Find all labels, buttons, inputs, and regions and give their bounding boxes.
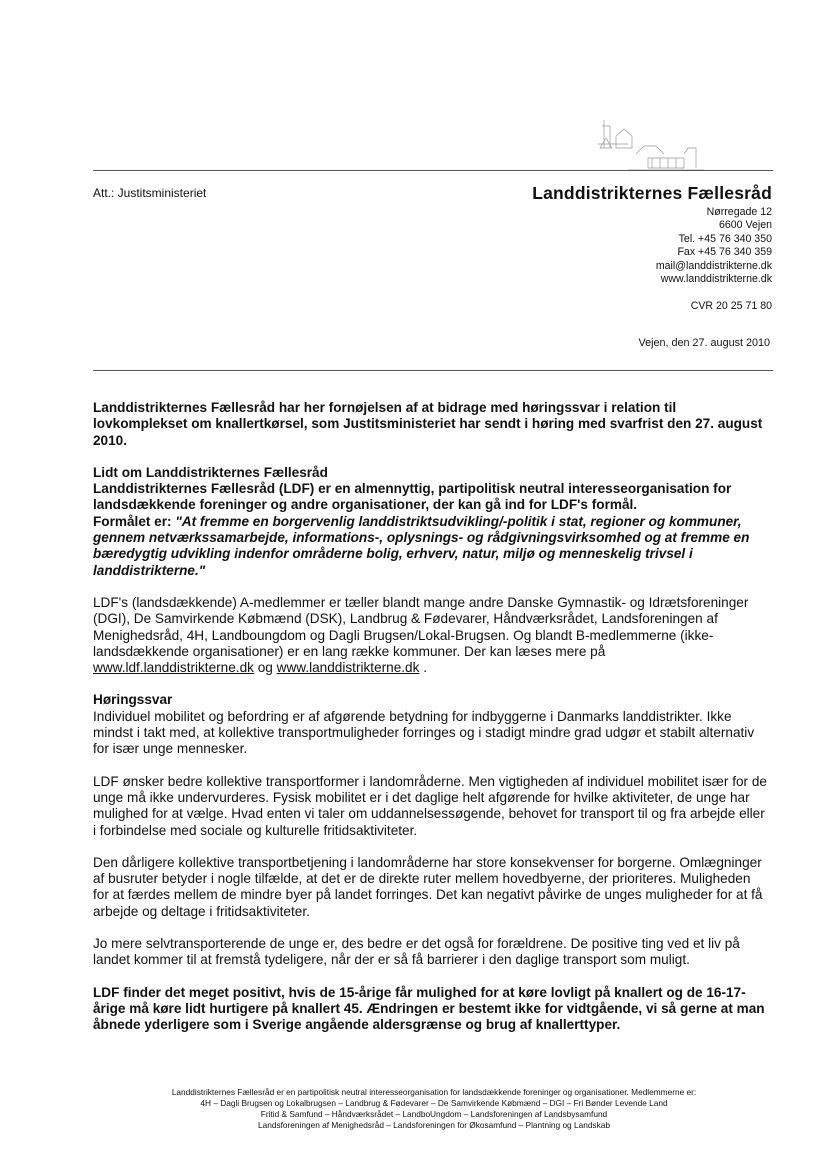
footer-line: Landdistrikternes Fællesråd er en partipolitisk neutral interesseorganisation for landsdækkende foreninger og organisationer. Medlemmerne er: <box>171 1087 697 1097</box>
letter-body <box>93 400 769 1050</box>
purpose-quote: "At fremme en borgervenlig landdistriktsudvikling/-politik i stat, regioner og kommuner, gennem netværkssamarbejde, informations-, oplysnings- og rådgivningsvirksomhed og at fremme en bæredygtig udvikling indenfor områderne bolig, erhverv, natur, miljø og menneskelig trivsel i landdistrikterne." <box>93 513 750 578</box>
response-heading: Høringssvar <box>93 692 173 708</box>
footer-line: 4H – Dagli Brugsen og Lokalbrugsen – Landbrug & Fødevarer – De Samvirkende Købmænd – DGI – Fri Bønder Levende Land <box>200 1098 668 1108</box>
response-paragraph-4: Jo mere selvtransporterende de unge er, des bedre er det også for forældrene. De positive ting ved et liv på landet kommer til at fremstå tydeligere, når der er så få barrierer i den daglige transport som muligt. <box>93 936 740 968</box>
footer-line: Landsforeningen af Menighedsråd – Landsforeningen for Økosamfund – Plantning og Landskab <box>258 1120 610 1130</box>
organisation-name: Landdistrikternes Fællesråd <box>532 183 772 203</box>
conclusion-paragraph: LDF finder det meget positivt, hvis de 15-årige får mulighed for at køre lovligt på knallert og de 16-17-årige må køre lidt hurtigere på knallert 45. Ændringen er bestemt ikke for vidtgående, vi så gerne at man åbnede yderligere som i Sverige angående aldersgrænse og brug af knallerttyper. <box>93 984 765 1033</box>
about-text: Landdistrikternes Fællesråd (LDF) er en almennyttig, partipolitisk neutral interesseorganisation for landsdækkende foreninger og andre organisationer, der kan gå ind for LDF's formål. <box>93 481 732 513</box>
intro-paragraph: Landdistrikternes Fællesråd har her fornøjelsen af at bidrage med høringssvar i relation til lovkomplekset om knallertkørsel, som Justitsministeriet har sendt i høring med svarfrist den 27. august 2010. <box>93 400 763 448</box>
cvr-number: CVR 20 25 71 80 <box>690 300 772 313</box>
members-text: LDF's (landsdækkende) A-medlemmer er tæller blandt mange andre Danske Gymnastik- og Idrætsforeninger (DGI), De Samvirkende Købmænd (DSK), Landbrug & Fødevarer, Håndværksrådet, Landsforeningen af Menighedsråd, 4H, Landboungdom og Dagli Brugsen/Lokal-Brugsen. Og blandt B-medlemmerne (ikke-landsdækkende organisationer) er en lang række kommuner. Der kan læses mere på <box>93 594 749 659</box>
fax-line: Fax +45 76 340 359 <box>677 246 772 259</box>
attention-line: Att.: Justitsministeriet <box>93 186 207 200</box>
email-line: mail@landdistrikterne.dk <box>655 259 772 272</box>
about-heading: Lidt om Landdistrikternes Fællesråd <box>93 464 328 480</box>
header-rule <box>93 170 773 171</box>
letter-date: Vejen, den 27. august 2010 <box>638 337 770 349</box>
website-line: www.landdistrikterne.dk <box>660 273 772 286</box>
response-paragraph-3: Den dårligere kollektive transportbetjening i landområderne har store konsekvenser for borgerne. Omlægninger af busruter betyder i nogle tilfælde, at det er de direkte ruter mellem hovedbyerne, der prioriteres. Muligheden for at færdes mellem de mindre byer på landet forringes. Det kan negativt påvirke de unges muligheder for at få arbejde og deltage i fritidsaktiviteter. <box>93 854 763 919</box>
date-rule <box>93 370 773 371</box>
members-conjunction: og <box>253 660 277 676</box>
members-end: . <box>419 660 427 676</box>
address-line: Nørregade 12 <box>706 206 772 218</box>
landdistrikterne-website-link[interactable]: www.landdistrikterne.dk <box>276 660 420 676</box>
purpose-label: Formålet er: <box>93 513 176 529</box>
about-section <box>93 465 769 579</box>
ldf-website-link[interactable]: www.ldf.landdistrikterne.dk <box>93 660 254 676</box>
phone-line: Tel. +45 76 340 350 <box>678 232 772 245</box>
response-text-1: Individuel mobilitet og befordring er af afgørende betydning for indbyggerne i Danmarks landdistrikter. Ikke mindst i takt med, at kollektive transportmuligheder forringes og i stadigt mindre grad udgør et stabilt alternativ for især unge mennesker. <box>93 708 755 757</box>
sender-block <box>532 183 772 312</box>
response-paragraph-1 <box>93 692 769 757</box>
response-paragraph-2: LDF ønsker bedre kollektive transportformer i landområderne. Men vigtigheden af individuel mobilitet især for de unge må ikke undervurderes. Fysisk mobilitet er i det daglige helt afgørende for hvilke aktiviteter, de unge har mulighed for at vælge. Hvad enten vi taler om uddannelsessøgende, behovet for transport til og fra arbejde eller i forbindelse med sociale og kulturelle fritidsaktiviteter. <box>93 773 767 838</box>
footer <box>100 1087 768 1131</box>
address-line: 6600 Vejen <box>718 219 772 232</box>
village-sketch-logo-icon <box>588 96 706 172</box>
footer-line: Fritid & Samfund – Håndværksrådet – LandboUngdom – Landsforeningen af Landsbysamfund <box>260 1109 608 1119</box>
members-paragraph <box>93 595 769 676</box>
